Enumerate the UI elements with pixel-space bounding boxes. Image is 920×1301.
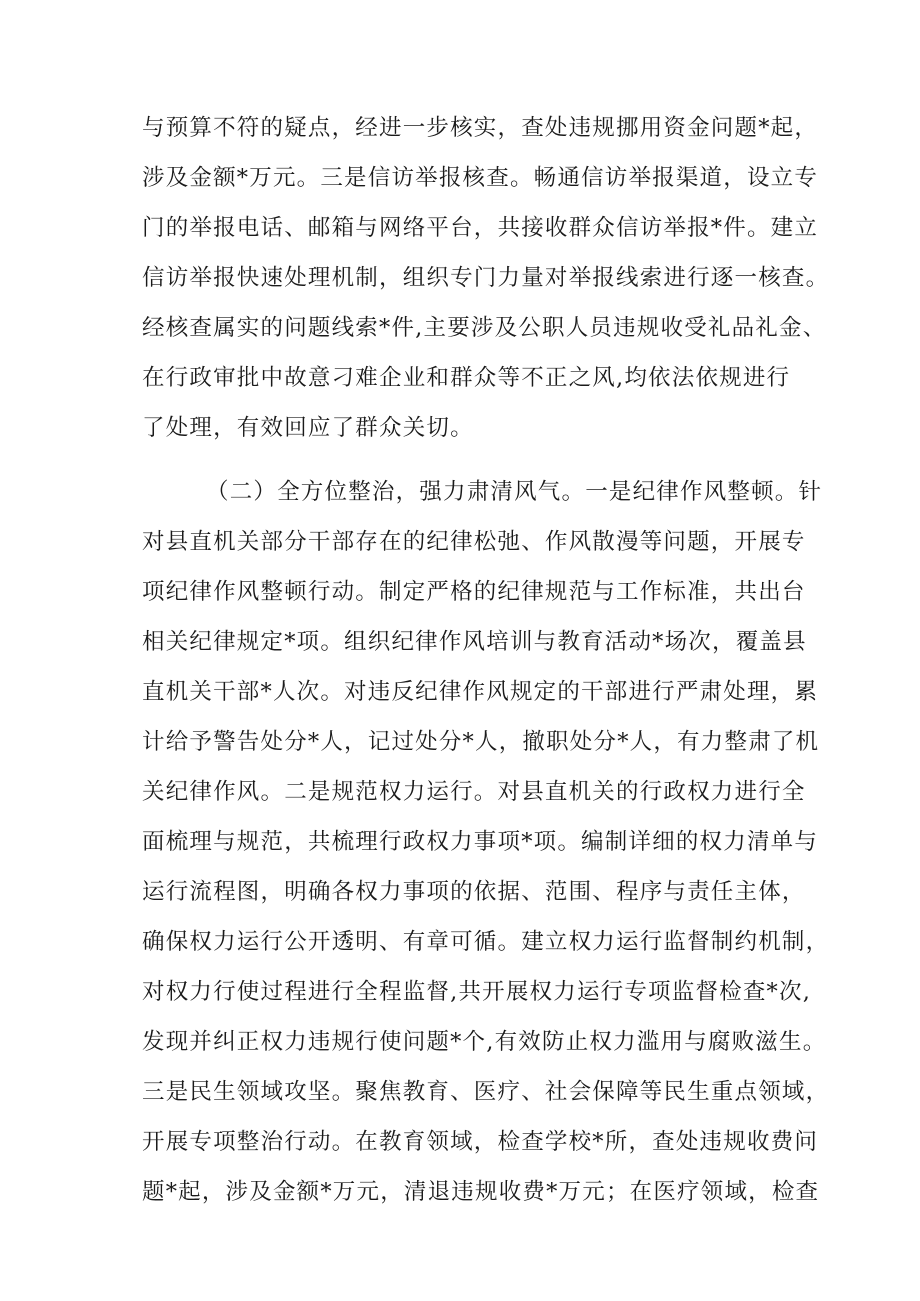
text-line: 了处理，有效回应了群众关切。: [142, 415, 474, 441]
text-line: 直机关干部*人次。对违反纪律作风规定的干部进行严肃处理，累: [142, 679, 819, 705]
text-line: 三是民生领域攻坚。聚焦教育、医疗、社会保障等民生重点领域，: [142, 1079, 830, 1105]
text-line: 门的举报电话、邮箱与网络平台，共接收群众信访举报*件。建立: [142, 215, 819, 241]
text-line: 确保权力运行公开透明、有章可循。建立权力运行监督制约机制，: [142, 929, 830, 955]
text-line: 经核查属实的问题线索*件,主要涉及公职人员违规收受礼品礼金、: [142, 315, 827, 341]
text-line: 面梳理与规范，共梳理行政权力事项*项。编制详细的权力清单与: [142, 829, 819, 855]
text-line: 项纪律作风整顿行动。制定严格的纪律规范与工作标准，共出台: [142, 579, 806, 605]
text-line: 开展专项整治行动。在教育领域，检查学校*所，查处违规收费问: [142, 1129, 819, 1155]
text-line: 相关纪律规定*项。组织纪律作风培训与教育活动*场次，覆盖县: [142, 629, 807, 655]
text-line: 对权力行使过程进行全程监督,共开展权力运行专项监督检查*次,: [142, 979, 812, 1005]
text-line: 题*起，涉及金额*万元，清退违规收费*万元；在医疗领域，检查: [142, 1179, 820, 1205]
text-line: 关纪律作风。二是规范权力运行。对县直机关的行政权力进行全: [142, 779, 806, 805]
text-line: 运行流程图，明确各权力事项的依据、范围、程序与责任主体，: [142, 879, 806, 905]
text-line: 信访举报快速处理机制，组织专门力量对举报线索进行逐一核查。: [142, 265, 830, 291]
text-line: 对县直机关部分干部存在的纪律松弛、作风散漫等问题，开展专: [142, 529, 806, 555]
text-line: 计给予警告处分*人，记过处分*人，撤职处分*人，有力整肃了机: [142, 729, 820, 755]
text-line: 与预算不符的疑点，经进一步核实，查处违规挪用资金问题*起，: [142, 115, 819, 141]
text-line: 在行政审批中故意刁难企业和群众等不正之风,均依法依规进行: [142, 365, 791, 391]
text-line: 涉及金额*万元。三是信访举报核查。畅通信访举报渠道，设立专: [142, 165, 819, 191]
text-line: 发现并纠正权力违规行使问题*个,有效防止权力滥用与腐败滋生。: [142, 1029, 827, 1055]
section-heading-line: （二）全方位整治，强力肃清风气。一是纪律作风整顿。针: [206, 479, 823, 505]
